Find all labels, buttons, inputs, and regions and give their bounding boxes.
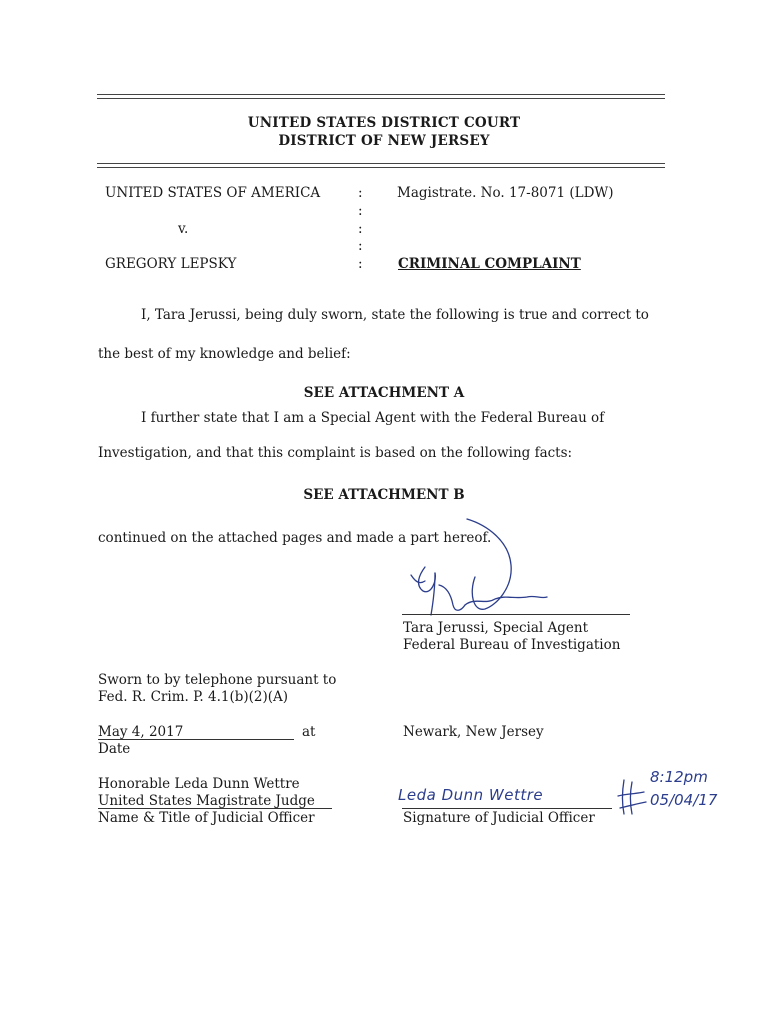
handwritten-time: 8:12pm <box>650 768 708 786</box>
plaintiff-name: UNITED STATES OF AMERICA <box>105 185 321 201</box>
affiant-agency: Federal Bureau of Investigation <box>403 637 621 653</box>
continued-line: continued on the attached pages and made a part hereof. <box>98 530 492 546</box>
affiant-signature <box>395 515 555 615</box>
further-line-1: I further state that I am a Special Agent with the Federal Bureau of <box>141 410 605 426</box>
header-bottom-rule-inner <box>97 167 665 168</box>
date-label: Date <box>98 741 131 757</box>
header-top-rule <box>97 94 665 95</box>
judge-title: United States Magistrate Judge <box>98 793 315 809</box>
defendant-name: GREGORY LEPSKY <box>105 256 237 272</box>
caption-colon: : <box>358 221 363 237</box>
affiant-signature-line <box>402 614 630 615</box>
affiant-name-title: Tara Jerussi, Special Agent <box>403 620 589 636</box>
caption-colon: : <box>358 256 363 272</box>
judge-name: Honorable Leda Dunn Wettre <box>98 776 300 792</box>
judge-initials-mark <box>618 778 648 818</box>
attachment-b-heading: SEE ATTACHMENT B <box>303 487 465 503</box>
intro-line-1: I, Tara Jerussi, being duly sworn, state the following is true and correct to <box>141 307 649 323</box>
sworn-at: at <box>302 724 316 740</box>
attachment-a-heading: SEE ATTACHMENT A <box>303 385 465 401</box>
sworn-location: Newark, New Jersey <box>403 724 544 740</box>
caption-colon: : <box>358 203 363 219</box>
intro-line-2: the best of my knowledge and belief: <box>98 346 351 362</box>
sworn-line-2: Fed. R. Crim. P. 4.1(b)(2)(A) <box>98 689 289 705</box>
judge-handwritten-signature: Leda Dunn Wettre <box>398 786 544 804</box>
name-title-label: Name & Title of Judicial Officer <box>98 810 315 826</box>
header-bottom-rule <box>97 163 665 164</box>
header-top-rule-inner <box>97 98 665 99</box>
sworn-date: May 4, 2017 <box>98 724 184 740</box>
judge-title-underline <box>98 808 332 809</box>
versus-label: v. <box>178 221 189 237</box>
signature-label: Signature of Judicial Officer <box>403 810 595 826</box>
further-line-2: Investigation, and that this complaint is based on the following facts: <box>98 445 573 461</box>
sworn-line-1: Sworn to by telephone pursuant to <box>98 672 337 688</box>
judge-signature-line <box>402 808 612 809</box>
document-title: CRIMINAL COMPLAINT <box>398 256 581 272</box>
caption-colon: : <box>358 238 363 254</box>
court-district: DISTRICT OF NEW JERSEY <box>278 133 490 149</box>
handwritten-date: 05/04/17 <box>650 791 718 809</box>
caption-colon: : <box>358 185 363 201</box>
date-underline <box>98 739 294 740</box>
court-name: UNITED STATES DISTRICT COURT <box>247 115 521 131</box>
case-number: Magistrate. No. 17-8071 (LDW) <box>397 185 614 201</box>
